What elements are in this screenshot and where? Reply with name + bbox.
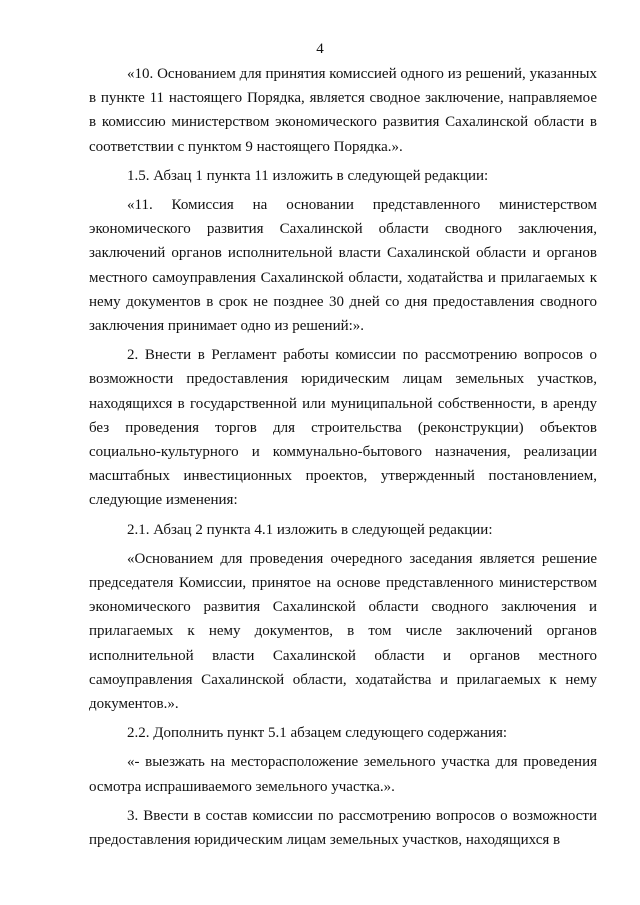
- paragraph-amendment-basis: «Основанием для проведения очередного заседания является решение председателя Комиссии, принятое на основе представленного министерством экономического развития Сахалинской области сводного заключения и прилагаемых к нему документов, в том числе заключений органов исполнительной власти Сахалинской области и органов местного самоуправления Сахалинской области, ходатайства и прилагаемых к нему документов.».: [89, 550, 597, 713]
- paragraph-item-2-2: 2.2. Дополнить пункт 5.1 абзацем следующего содержания:: [127, 725, 508, 742]
- paragraph-item-2: 2. Внести в Регламент работы комиссии по рассмотрению вопросов о возможности предоставления юридическим лицам земельных участков, находящихся в государственной или муниципальной собственности, в аренду без проведения торгов для строительства (реконструкции) объектов социально-культурного и коммунально-бытового назначения, реализации масштабных инвестиционных проектов, утвержденный постановлением, следующие изменения:: [89, 347, 597, 509]
- paragraph-item-1-5: 1.5. Абзац 1 пункта 11 изложить в следующей редакции:: [127, 167, 489, 184]
- paragraph-item-2-1: 2.1. Абзац 2 пункта 4.1 изложить в следующей редакции:: [127, 521, 493, 538]
- paragraph-amendment-point-10: «10. Основанием для принятия комиссией одного из решений, указанных в пункте 11 настоящего Порядка, является сводное заключение, направляемое в комиссию министерством экономического развития Сахалинской области в соответствии с пунктом 9 настоящего Порядка.».: [89, 66, 597, 155]
- paragraph-amendment-site-visit: «- выезжать на месторасположение земельного участка для проведения осмотра испрашиваемого земельного участка.».: [89, 754, 597, 795]
- paragraph-item-3: 3. Ввести в состав комиссии по рассмотрению вопросов о возможности предоставления юридическим лицам земельных участков, находящихся в: [89, 807, 597, 849]
- paragraph-amendment-point-11: «11. Комиссия на основании представленного министерством экономического развития Сахалинской области сводного заключения, заключений органов исполнительной власти Сахалинской области и органов местного самоуправления Сахалинской области, ходатайства и прилагаемых к нему документов в срок не позднее 30 дней со дня предоставления сводного заключения принимает одно из решений:».: [89, 197, 597, 335]
- page-number: 4: [316, 41, 324, 57]
- document-body: [89, 62, 597, 852]
